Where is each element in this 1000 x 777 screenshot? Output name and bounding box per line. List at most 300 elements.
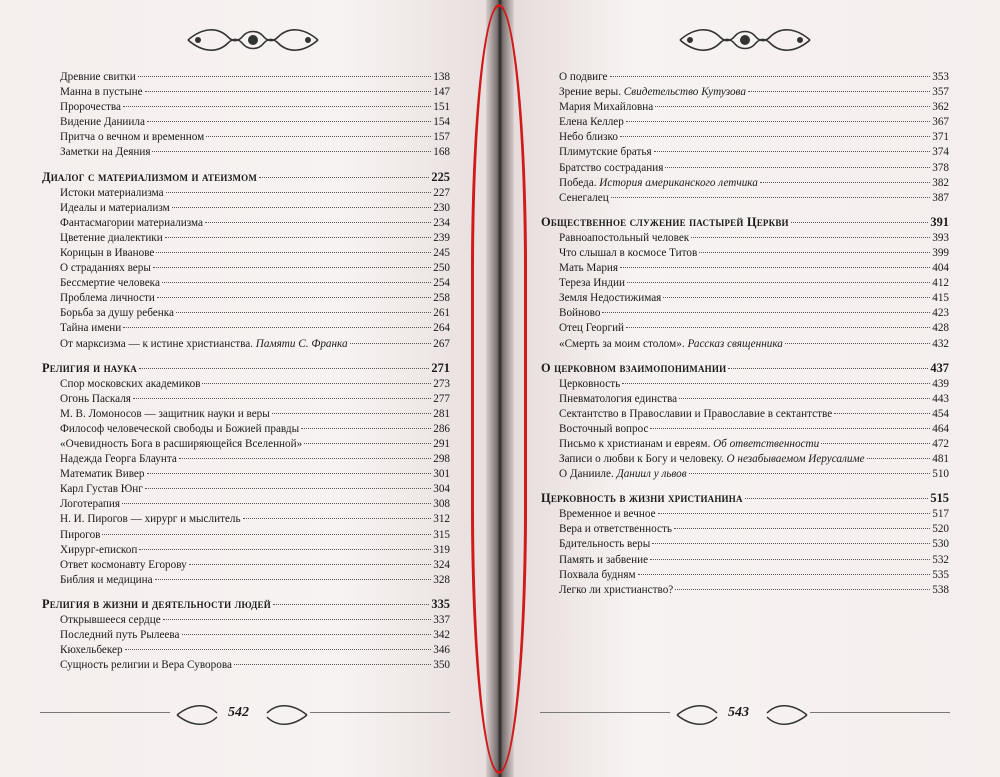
toc-page-number: 286 bbox=[433, 422, 450, 435]
toc-title-text: О подвиге bbox=[559, 71, 608, 83]
toc-title-text: «Смерть за моим столом». bbox=[559, 337, 688, 350]
toc-page-number: 258 bbox=[433, 292, 450, 305]
toc-title-text: Бдительность веры bbox=[559, 538, 651, 551]
toc-title-text: Сущность религии и Вера Суворова bbox=[60, 659, 232, 672]
toc-entry-title bbox=[40, 512, 241, 527]
toc-title-text: Пророчества bbox=[60, 101, 121, 114]
dot-leader bbox=[675, 589, 930, 590]
toc-entry bbox=[40, 643, 450, 658]
toc-page-number: 261 bbox=[433, 307, 450, 320]
dot-leader bbox=[153, 267, 431, 268]
dot-leader bbox=[626, 121, 930, 122]
toc-title-text: Религия в жизни и деятельности людей bbox=[42, 596, 271, 611]
dot-leader bbox=[138, 76, 431, 77]
toc-title-text: О церковном взаимопонимании bbox=[541, 360, 727, 375]
right-page-number: 543 bbox=[728, 705, 749, 720]
toc-title-text: Заметки на Деяния bbox=[60, 146, 151, 159]
toc-entry-title bbox=[40, 85, 143, 100]
toc-title-italic: Памяти С. Франка bbox=[255, 337, 348, 350]
dot-leader bbox=[610, 76, 931, 77]
toc-entry bbox=[40, 392, 450, 407]
toc-entry-title bbox=[40, 497, 120, 512]
toc-page-number: 147 bbox=[433, 86, 450, 99]
dot-leader bbox=[272, 413, 431, 414]
toc-entry bbox=[40, 482, 450, 497]
toc-entry bbox=[539, 231, 949, 246]
toc-page-number: 273 bbox=[433, 377, 450, 390]
toc-entry-title bbox=[539, 261, 618, 276]
right-header-ornament bbox=[670, 22, 820, 58]
toc-entry-title bbox=[40, 145, 150, 160]
toc-title-text: Братство сострадания bbox=[559, 161, 664, 174]
toc-entry-title bbox=[40, 467, 145, 482]
toc-title-text: Философ человеческой свободы и Божией правды bbox=[60, 422, 300, 435]
toc-title-text: Последний путь Рылеева bbox=[60, 629, 180, 641]
toc-entry-title bbox=[539, 306, 600, 321]
toc-page-number: 432 bbox=[932, 337, 949, 350]
dot-leader bbox=[205, 222, 431, 223]
toc-entry-title bbox=[539, 246, 697, 261]
dot-leader bbox=[182, 634, 432, 635]
dot-leader bbox=[867, 458, 931, 459]
toc-title-text: Притча о вечном и временном bbox=[60, 131, 205, 144]
toc-title-text: Карл Густав Юнг bbox=[60, 483, 143, 496]
dot-leader bbox=[650, 428, 930, 429]
toc-title-text: Мать Мария bbox=[559, 262, 619, 275]
dot-leader bbox=[650, 559, 930, 560]
toc-entry bbox=[539, 70, 949, 85]
toc-section-heading bbox=[40, 595, 450, 613]
toc-entry-title bbox=[40, 115, 145, 130]
toc-title-text: Хирург-епископ bbox=[60, 543, 138, 556]
toc-entry-title bbox=[539, 467, 687, 482]
toc-page-number: 277 bbox=[433, 392, 450, 405]
dot-leader bbox=[163, 619, 432, 620]
toc-entry-title bbox=[40, 276, 160, 291]
toc-title-text: Елена Келлер bbox=[559, 116, 624, 129]
toc-entry-title bbox=[40, 186, 164, 201]
toc-entry-title bbox=[539, 276, 625, 291]
dot-leader bbox=[760, 182, 930, 183]
toc-title-text: Пирогов bbox=[60, 528, 101, 541]
toc-entry bbox=[539, 261, 949, 276]
toc-entry-title bbox=[40, 595, 271, 613]
toc-title-text: Библия и медицина bbox=[60, 573, 153, 586]
toc-entry bbox=[40, 628, 450, 643]
toc-title-text: О страданиях веры bbox=[60, 262, 151, 275]
toc-entry bbox=[539, 553, 949, 568]
toc-entry bbox=[539, 337, 949, 352]
toc-title-text: Диалог с материализмом и атеизмом bbox=[42, 169, 258, 184]
toc-page-number: 399 bbox=[932, 246, 949, 259]
toc-entry-title bbox=[40, 482, 143, 497]
toc-page-number: 374 bbox=[932, 146, 949, 159]
dot-leader bbox=[147, 121, 431, 122]
toc-entry bbox=[539, 507, 949, 522]
toc-page-number: 281 bbox=[433, 407, 450, 420]
toc-entry-title bbox=[40, 321, 121, 336]
toc-title-italic: Свидетельство Кутузова bbox=[623, 86, 746, 99]
toc-entry bbox=[539, 407, 949, 422]
toc-entry bbox=[40, 100, 450, 115]
toc-entry-title bbox=[40, 452, 177, 467]
dot-leader bbox=[139, 549, 431, 550]
toc-page-number: 517 bbox=[932, 508, 949, 521]
toc-page-number: 443 bbox=[932, 392, 949, 405]
toc-entry bbox=[40, 558, 450, 573]
dot-leader bbox=[728, 368, 928, 369]
toc-entry-title bbox=[539, 337, 783, 352]
toc-title-text: Манна в пустыне bbox=[60, 86, 143, 99]
toc-title-italic: Об ответственности bbox=[713, 437, 820, 450]
dot-leader bbox=[152, 151, 431, 152]
toc-entry bbox=[40, 497, 450, 512]
toc-entry bbox=[40, 261, 450, 276]
toc-entry-title bbox=[40, 573, 153, 588]
toc-entry bbox=[539, 392, 949, 407]
toc-entry-title bbox=[539, 115, 624, 130]
dot-leader bbox=[147, 473, 432, 474]
toc-entry-title bbox=[539, 291, 661, 306]
dot-leader bbox=[123, 327, 431, 328]
toc-entry bbox=[539, 422, 949, 437]
toc-title-text: Религия и наука bbox=[42, 360, 137, 375]
toc-entry-title bbox=[539, 359, 726, 377]
toc-entry bbox=[40, 407, 450, 422]
dot-leader bbox=[172, 207, 432, 208]
toc-page-number: 362 bbox=[932, 101, 949, 114]
toc-title-text: Тайна имени bbox=[60, 322, 122, 335]
dot-leader bbox=[133, 398, 431, 399]
toc-entry bbox=[40, 422, 450, 437]
dot-leader bbox=[691, 237, 930, 238]
toc-entry-title bbox=[539, 522, 672, 537]
toc-title-text: Идеалы и материализм bbox=[60, 201, 170, 214]
toc-page-number: 367 bbox=[932, 116, 949, 129]
dot-leader bbox=[663, 297, 930, 298]
toc-page-number: 328 bbox=[433, 573, 450, 586]
left-toc bbox=[40, 70, 450, 673]
toc-entry bbox=[40, 216, 450, 231]
toc-title-text: Мария Михайловна bbox=[559, 101, 654, 114]
toc-page-number: 337 bbox=[433, 613, 450, 626]
toc-page-number: 535 bbox=[932, 568, 949, 581]
dot-leader bbox=[652, 543, 930, 544]
toc-entry-title bbox=[539, 213, 789, 231]
toc-title-text: Н. И. Пирогов — хирург и мыслитель bbox=[60, 513, 241, 526]
dot-leader bbox=[679, 398, 930, 399]
dot-leader bbox=[234, 664, 431, 665]
toc-title-text: Войново bbox=[559, 307, 601, 320]
dot-leader bbox=[145, 488, 431, 489]
toc-page-number: 387 bbox=[932, 191, 949, 204]
toc-page-number: 391 bbox=[930, 214, 949, 229]
toc-entry bbox=[539, 291, 949, 306]
toc-page-number: 382 bbox=[932, 176, 949, 189]
toc-entry-title bbox=[539, 568, 636, 583]
dot-leader bbox=[699, 252, 930, 253]
dot-leader bbox=[166, 192, 432, 193]
toc-entry bbox=[40, 115, 450, 130]
toc-page-number: 312 bbox=[433, 513, 450, 526]
toc-page-number: 154 bbox=[433, 116, 450, 129]
toc-entry-title bbox=[539, 377, 620, 392]
dot-leader bbox=[125, 649, 432, 650]
toc-entry-title bbox=[40, 216, 203, 231]
toc-entry bbox=[539, 145, 949, 160]
dot-leader bbox=[157, 297, 431, 298]
toc-entry bbox=[539, 306, 949, 321]
toc-entry bbox=[539, 85, 949, 100]
toc-title-text: Вера и ответственность bbox=[559, 523, 672, 536]
toc-page-number: 371 bbox=[932, 131, 949, 144]
toc-page-number: 346 bbox=[433, 644, 450, 657]
toc-title-text: Древние свитки bbox=[60, 71, 136, 83]
toc-page-number: 291 bbox=[433, 437, 450, 450]
dot-leader bbox=[745, 498, 929, 499]
toc-page-number: 230 bbox=[433, 201, 450, 214]
toc-title-text: Видение Даниила bbox=[60, 116, 145, 129]
toc-entry bbox=[539, 191, 949, 206]
toc-title-text: Проблема личности bbox=[60, 292, 155, 305]
toc-page-number: 342 bbox=[433, 629, 450, 641]
toc-page-number: 404 bbox=[932, 262, 949, 275]
toc-entry-title bbox=[40, 558, 187, 573]
toc-entry-title bbox=[539, 130, 618, 145]
toc-title-text: Церковность в жизни христианина bbox=[541, 491, 743, 506]
toc-entry bbox=[539, 115, 949, 130]
toc-entry-title bbox=[539, 70, 608, 85]
toc-page-number: 515 bbox=[930, 491, 949, 506]
toc-page-number: 454 bbox=[932, 407, 949, 420]
dot-leader bbox=[350, 343, 432, 344]
toc-entry-title bbox=[40, 392, 131, 407]
toc-entry-title bbox=[40, 543, 137, 558]
toc-title-text: Записи о любви к Богу и человеку. bbox=[559, 453, 727, 466]
toc-page-number: 439 bbox=[932, 377, 949, 390]
toc-entry bbox=[539, 467, 949, 482]
toc-entry-title bbox=[40, 613, 161, 628]
dot-leader bbox=[179, 458, 431, 459]
toc-entry-title bbox=[539, 583, 673, 598]
toc-title-text: Открывшееся сердце bbox=[60, 613, 161, 626]
left-header-ornament bbox=[178, 22, 328, 58]
toc-page-number: 157 bbox=[433, 131, 450, 144]
toc-page-number: 304 bbox=[433, 483, 450, 496]
toc-title-text: Сектантство в Православии и Православие в сектантстве bbox=[559, 407, 833, 420]
toc-entry-title bbox=[539, 176, 758, 191]
dot-leader bbox=[620, 136, 930, 137]
toc-entry bbox=[539, 130, 949, 145]
dot-leader bbox=[162, 282, 431, 283]
toc-title-text: Общественное служение пастырей Церкви bbox=[541, 214, 789, 229]
toc-page-number: 350 bbox=[433, 659, 450, 672]
toc-page-number: 271 bbox=[431, 360, 450, 375]
toc-page-number: 225 bbox=[431, 169, 450, 184]
toc-entry bbox=[539, 583, 949, 598]
toc-entry-title bbox=[40, 130, 204, 145]
dot-leader bbox=[689, 473, 931, 474]
toc-entry-title bbox=[539, 392, 677, 407]
toc-page-number: 267 bbox=[433, 337, 450, 350]
toc-entry bbox=[539, 522, 949, 537]
toc-entry-title bbox=[40, 100, 121, 115]
toc-page-number: 353 bbox=[932, 71, 949, 83]
dot-leader bbox=[785, 343, 930, 344]
dot-leader bbox=[176, 312, 431, 313]
dot-leader bbox=[821, 443, 930, 444]
toc-entry bbox=[40, 231, 450, 246]
toc-title-italic: История американского летчика bbox=[599, 176, 758, 189]
dot-leader bbox=[620, 267, 930, 268]
toc-entry bbox=[40, 130, 450, 145]
toc-title-text: Кюхельбекер bbox=[60, 644, 123, 657]
toc-section-heading bbox=[539, 213, 949, 231]
toc-page-number: 464 bbox=[932, 422, 949, 435]
toc-entry-title bbox=[539, 231, 689, 246]
toc-entry-title bbox=[40, 437, 302, 452]
toc-entry-title bbox=[539, 161, 663, 176]
toc-entry bbox=[40, 573, 450, 588]
toc-entry bbox=[539, 437, 949, 452]
dot-leader bbox=[243, 518, 432, 519]
dot-leader bbox=[301, 428, 431, 429]
toc-entry bbox=[40, 543, 450, 558]
toc-page-number: 151 bbox=[433, 101, 450, 114]
toc-title-text: Пневматология единства bbox=[559, 392, 678, 405]
toc-title-text: Отец Георгий bbox=[559, 322, 625, 335]
toc-title-text: Тереза Индии bbox=[559, 277, 625, 290]
dot-leader bbox=[658, 513, 931, 514]
toc-section-heading bbox=[40, 168, 450, 186]
dot-leader bbox=[165, 237, 431, 238]
toc-entry bbox=[40, 291, 450, 306]
toc-entry bbox=[539, 321, 949, 336]
toc-title-text: Что слышал в космосе Титов bbox=[559, 246, 698, 259]
toc-entry bbox=[40, 321, 450, 336]
toc-page-number: 538 bbox=[932, 583, 949, 596]
toc-title-text: Надежда Георга Блаунта bbox=[60, 453, 177, 466]
right-footer-rule-b bbox=[810, 712, 950, 713]
toc-entry-title bbox=[539, 437, 819, 452]
toc-entry bbox=[539, 537, 949, 552]
toc-entry-title bbox=[40, 528, 100, 543]
dot-leader bbox=[602, 312, 930, 313]
dot-leader bbox=[155, 579, 432, 580]
toc-page-number: 324 bbox=[433, 558, 450, 571]
toc-title-text: Бессмертие человека bbox=[60, 277, 160, 290]
toc-title-text: Огонь Паскаля bbox=[60, 392, 131, 405]
toc-title-text: М. В. Ломоносов — защитник науки и веры bbox=[60, 407, 270, 420]
dot-leader bbox=[791, 222, 929, 223]
toc-entry-title bbox=[40, 201, 170, 216]
toc-title-text: Память и забвение bbox=[559, 553, 649, 566]
dot-leader bbox=[139, 368, 429, 369]
toc-title-text: О Данииле. bbox=[559, 468, 617, 481]
toc-entry-title bbox=[539, 507, 656, 522]
toc-title-text: Восточный вопрос bbox=[559, 422, 649, 435]
dot-leader bbox=[655, 106, 930, 107]
toc-page-number: 510 bbox=[932, 468, 949, 481]
toc-entry-title bbox=[40, 306, 174, 321]
toc-title-text: Временное и вечное bbox=[559, 508, 656, 521]
dot-leader bbox=[638, 574, 931, 575]
toc-title-text: Легко ли христианство? bbox=[559, 583, 674, 596]
toc-entry-title bbox=[539, 422, 648, 437]
toc-page-number: 520 bbox=[932, 523, 949, 536]
left-page-number: 542 bbox=[228, 705, 249, 720]
toc-page-number: 437 bbox=[930, 360, 949, 375]
dot-leader bbox=[304, 443, 431, 444]
toc-entry bbox=[539, 377, 949, 392]
toc-entry-title bbox=[40, 407, 270, 422]
toc-section-heading bbox=[539, 359, 949, 377]
toc-entry-title bbox=[40, 359, 137, 377]
toc-page-number: 254 bbox=[433, 277, 450, 290]
toc-entry-title bbox=[40, 261, 151, 276]
toc-entry-title bbox=[539, 145, 652, 160]
toc-page-number: 530 bbox=[932, 538, 949, 551]
dot-leader bbox=[122, 503, 431, 504]
toc-entry bbox=[40, 452, 450, 467]
toc-title-text: Плимутские братья bbox=[559, 146, 652, 159]
dot-leader bbox=[622, 383, 930, 384]
toc-title-text: Зрение веры. bbox=[559, 86, 624, 99]
toc-title-italic: Рассказ священника bbox=[687, 337, 783, 350]
toc-title-text: Церковность bbox=[559, 377, 621, 390]
toc-page-number: 250 bbox=[433, 262, 450, 275]
dot-leader bbox=[202, 383, 431, 384]
toc-entry bbox=[40, 437, 450, 452]
toc-page-number: 532 bbox=[932, 553, 949, 566]
toc-entry bbox=[539, 276, 949, 291]
dot-leader bbox=[145, 91, 432, 92]
dot-leader bbox=[189, 564, 431, 565]
toc-title-text: Земля Недостижимая bbox=[559, 292, 662, 305]
toc-page-number: 481 bbox=[932, 453, 949, 466]
toc-entry bbox=[539, 568, 949, 583]
toc-entry-title bbox=[40, 377, 200, 392]
toc-page-number: 168 bbox=[433, 146, 450, 159]
toc-title-text: Цветение диалектики bbox=[60, 231, 163, 244]
toc-title-text: Логотерапия bbox=[60, 498, 121, 511]
toc-entry-title bbox=[40, 168, 257, 186]
left-footer-rule-a bbox=[40, 712, 170, 713]
toc-entry-title bbox=[539, 452, 865, 467]
toc-entry-title bbox=[539, 321, 624, 336]
dot-leader bbox=[206, 136, 431, 137]
right-footer-rule-a bbox=[540, 712, 670, 713]
toc-title-italic: Даниил у львов bbox=[616, 468, 687, 481]
dot-leader bbox=[665, 167, 930, 168]
toc-entry bbox=[40, 337, 450, 352]
toc-page-number: 138 bbox=[433, 71, 450, 83]
toc-title-text: Равноапостольный человек bbox=[559, 231, 690, 244]
toc-entry bbox=[40, 276, 450, 291]
toc-page-number: 415 bbox=[932, 292, 949, 305]
toc-entry-title bbox=[40, 658, 232, 673]
toc-page-number: 308 bbox=[433, 498, 450, 511]
toc-title-text: Спор московских академиков bbox=[60, 377, 201, 390]
toc-entry-title bbox=[539, 191, 609, 206]
toc-entry-title bbox=[40, 70, 136, 85]
dot-leader bbox=[627, 282, 930, 283]
toc-entry bbox=[40, 512, 450, 527]
toc-page-number: 393 bbox=[932, 231, 949, 244]
toc-entry bbox=[40, 246, 450, 261]
toc-title-text: Борьба за душу ребенка bbox=[60, 307, 174, 320]
toc-entry bbox=[539, 161, 949, 176]
